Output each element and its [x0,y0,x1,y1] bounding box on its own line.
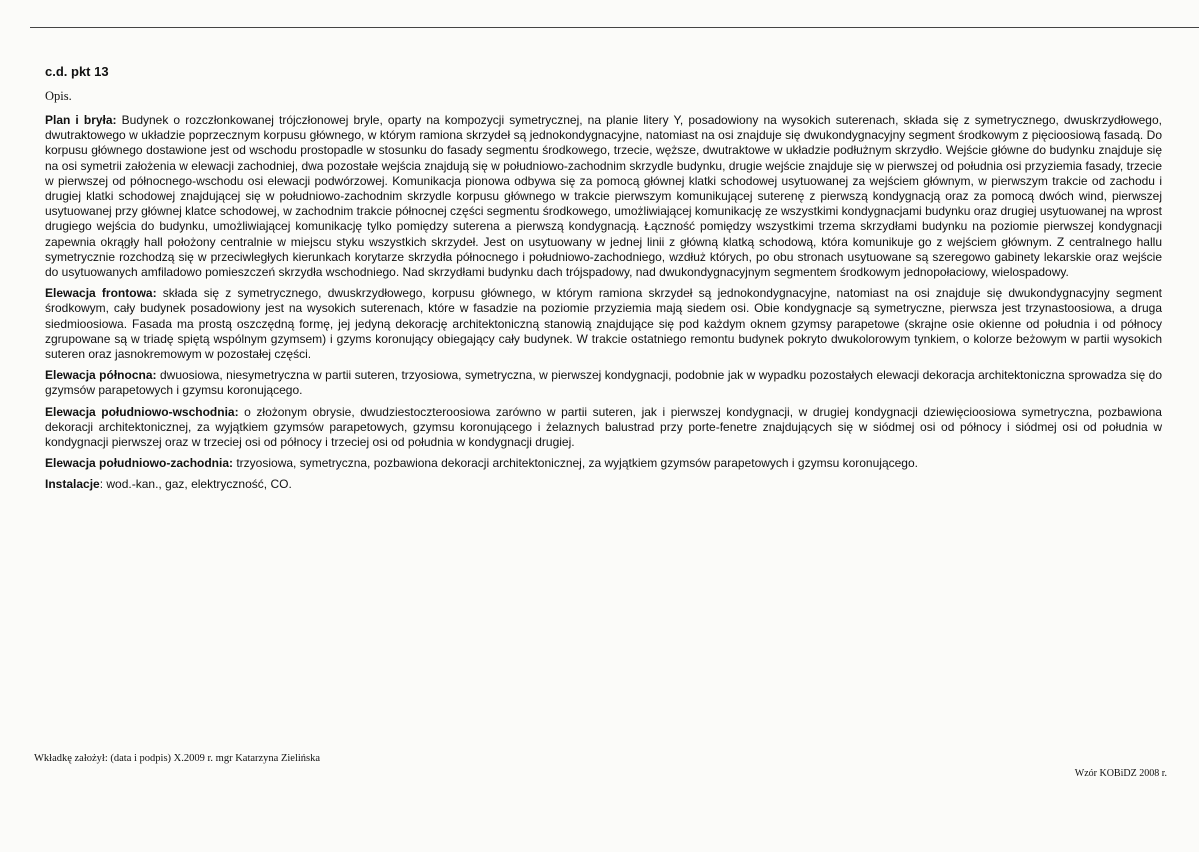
paragraph-elewacja-poludniowo-wschodnia [45,405,1162,451]
paragraph-text: składa się z symetrycznego, dwuskrzydłowego, korpusu głównego, w którym ramiona skrzydeł są jednokondygnacyjne, natomiast na osi znajduje się dwukondygnacyjny segment środkowym, cały budynek posadowiony jest na wysokich suterenach, które w fasadzie na poziomie przyziemia mają siedem osi. Obie kondygnacje są symetryczne, pierwsza jest trzynastoosiowa, a druga siedmioosiowa. Fasada ma prostą oszczędną formę, jej jedyną dekorację architektoniczną stanowią znajdujące się pod każdym oknem gzymsy parapetowe (skrajne osie okienne od południa i od północy zgrupowane są w triadę spiętą wspólnym gzymsem) i gzyms koronujący obiegający cały budynek. W trakcie ostatniego remontu budynek pokryto dwukolorowym tynkiem, o kolorze beżowym w partii wysokich suteren oraz jasnokremowym w pozostałej części. [45,286,1162,362]
paragraph-lead: Plan i bryła: [45,113,117,127]
top-divider [30,27,1199,28]
paragraph-text: trzyosiowa, symetryczna, pozbawiona dekoracji architektonicznej, za wyjątkiem gzymsów parapetowych i gzymsu koronującego. [233,456,918,471]
paragraph-lead: Elewacja południowo-zachodnia: [45,456,234,471]
paragraph-text: dwuosiowa, niesymetryczna w partii suteren, trzyosiowa, symetryczna, w pierwszej kondygnacji, podobnie jak w wypadku pozostałych elewacji dekoracja architektoniczna sprowadza się do gzymsów parapetowych i gzymsu koronującego. [45,368,1162,398]
paragraph-lead: Elewacja frontowa: [45,286,157,301]
paragraph-plan-i-bryla [45,113,1162,280]
paragraph-lead: Elewacja północna: [45,368,157,383]
paragraph-elewacja-poludniowo-zachodnia [45,456,1162,471]
paragraph-elewacja-frontowa [45,286,1162,362]
section-label: c.d. pkt 13 [45,64,109,79]
document-body [45,64,1162,499]
document-subtitle: Opis. [45,89,72,103]
paragraph-text: : wod.-kan., gaz, elektryczność, CO. [99,477,292,492]
paragraph-lead: Instalacje [45,477,100,492]
footer-template-version: Wzór KOBiDZ 2008 r. [1074,768,1167,779]
footer-author-note: Wkładkę założył: (data i podpis) X.2009 r. mgr Katarzyna Zielińska [34,753,321,764]
paragraph-lead: Elewacja południowo-wschodnia: [45,404,239,419]
paragraph-instalacje [45,477,1162,492]
paragraph-text: o złożonym obrysie, dwudziestoczteroosiowa zarówno w partii suteren, jak i pierwszej kondygnacji, w drugiej kondygnacji dziewięcioosiowa symetryczna, pozbawiona dekoracji architektonicznej, za wyjątkiem gzymsów parapetowych, gzymsu koronującego i żelaznych balustrad przy porte-fenetre znajdujących się w siódmej osi od północy i siódmej osi od południa w kondygnacji pierwszej oraz w trzeciej osi od północy i trzeciej osi od południa w kondygnacji drugiej. [45,404,1162,450]
paragraph-elewacja-polnocna [45,368,1162,398]
paragraph-text: Budynek o rozczłonkowanej trójczłonowej bryle, oparty na kompozycji symetrycznej, na planie litery Y, posadowiony na wysokich suterenach, składa się z symetrycznego, dwuskrzydłowego, dwutraktowego w układzie poprzecznym korpusu głównego, w którym ramiona skrzydeł są jednokondygnacyjne, natomiast na osi znajduje się dwukondygnacyjny segment środkowym z pięcioosiową fasadą. Do korpusu głównego dostawione jest od wschodu prostopadle w stosunku do fasady segmentu środkowego, trzecie, węższe, dwutraktowe w układzie podłużnym skrzydło. Wejście główne do budynku znajduje się na osi symetrii założenia w elewacji zachodniej, dwa pozostałe wejścia znajdują się w południowo-zachodnim skrzydle budynku, drugie wejście znajduje się w pierwszej od południa osi przyziemia fasady, trzecie w pierwszej od północnego-wschodu osi elewacji podwórzowej. Komunikacja pionowa odbywa się za pomocą głównej klatki schodowej usytuowanej za wejściem głównym, w pierwszym trakcie od zachodu i drugiej klatki schodowej znajdującej się w południowo-zachodnim skrzydle korpusu głównego w trakcie pierwszym komunikującej suterenę z pierwszą kondygnacją oraz za pomocą dwóch wind, pierwszej usytuowanej przy głównej klatce schodowej, w zachodnim trakcie północnej części segmentu środkowego, umożliwiającej komunikację ze wszystkimi kondygnacjami budynku oraz drugiej usytuowanej na wprost drugiego wejścia do budynku, umożliwiającej komunikację tylko pomiędzy suterena a pierwszą kondygnacją. Łączność pomiędzy wszystkimi trzema skrzydłami budynku na poziomie pierwszej kondygnacji zapewnia okrągły hall położony centralnie w miejscu styku wszystkich skrzydeł. Jest on usytuowany w jednej linii z główną klatką schodową, która komunikuje go z wejściem głównym. Z centralnego hallu symetrycznie rozchodzą się w przeciwległych kierunkach korytarze skrzydła północnego i południowo-zachodniego, wzdłuż których, po obu stronach usytuowane są szeregowo gabinety lekarskie oraz wejście do usytuowanych amfiladowo pomieszczeń skrzydła wschodniego. Nad skrzydłami budynku dach trójspadowy, nad dwukondygnacyjnym segmentem środkowym jednopołaciowy, wielospadowy. [45,113,1162,280]
